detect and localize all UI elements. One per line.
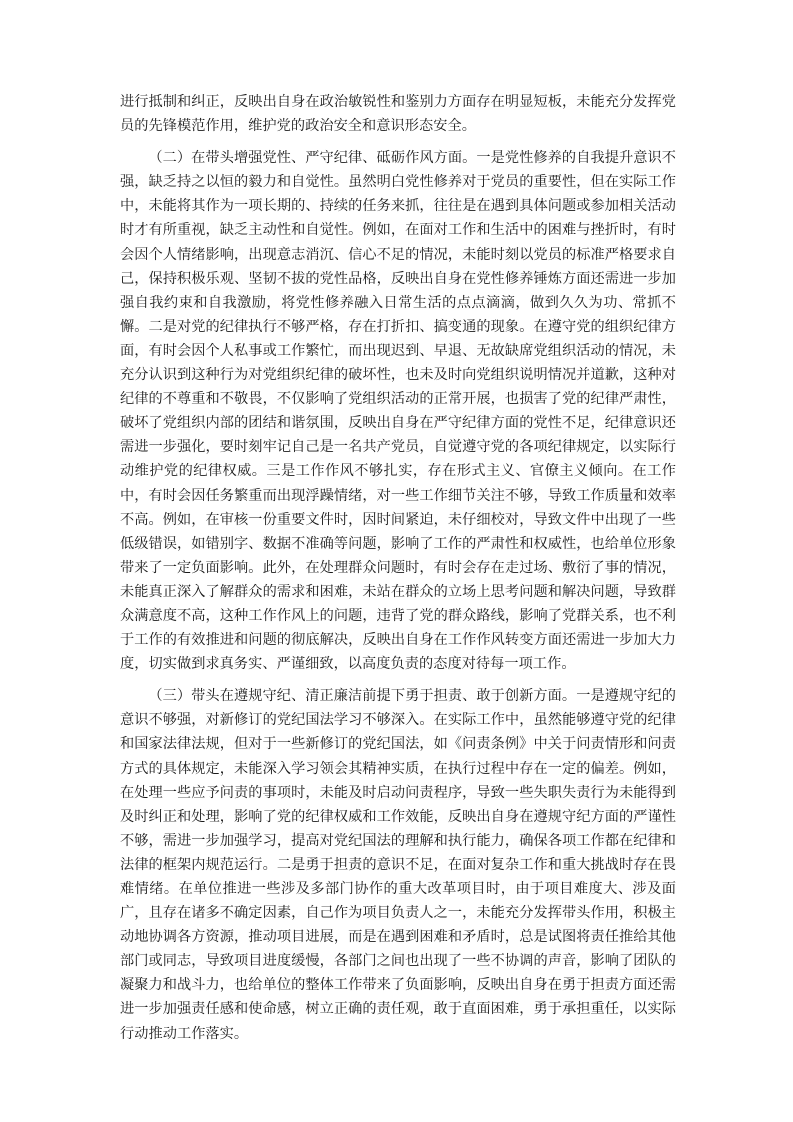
paragraph-gap (120, 138, 676, 146)
paragraph-continuation: 进行抵制和纠正，反映出自身在政治敏锐性和鉴别力方面存在明显短板，未能充分发挥党员的先锋模范作用，维护党的政治安全和意识形态安全。 (120, 94, 676, 135)
paragraph-section-three: （三）带头在遵规守纪、清正廉洁前提下勇于担责、敢于创新方面。一是遵规守纪的意识不够强，对新修订的党纪国法学习不够深入。在实际工作中，虽然能够遵守党的纪律和国家法律法规，但对于一些新修订的党纪国法，如《问责条例》中关于问责情形和问责方式的具体规定，未能深入学习领会其精神实质，在执行过程中存在一定的偏差。例如，在处理一些应予问责的事项时，未能及时启动问责程序，导致一些失职失责行为未能得到及时纠正和处理，影响了党的纪律权威和工作效能，反映出自身在遵规守纪方面的严谨性不够，需进一步加强学习，提高对党纪国法的理解和执行能力，确保各项工作都在纪律和法律的框架内规范运行。二是勇于担责的意识不足，在面对复杂工作和重大挑战时存在畏难情绪。在单位推进一些涉及多部门协作的重大改革项目时，由于项目难度大、涉及面广，且存在诸多不确定因素，自己作为项目负责人之一，未能充分发挥带头作用，积极主动地协调各方资源，推动项目进展，而是在遇到困难和矛盾时，总是试图将责任推给其他部门或同志，导致项目进度缓慢，各部门之间也出现了一些不协调的声音，影响了团队的凝聚力和战斗力，也给单位的整体工作带来了负面影响，反映出自身在勇于担责方面还需进一步加强责任感和使命感，树立正确的责任观，敢于直面困难，勇于承担重任，以实际行动推动工作落实。 (120, 688, 676, 1042)
paragraph-gap (120, 676, 676, 684)
paragraph-section-two: （二）在带头增强党性、严守纪律、砥砺作风方面。一是党性修养的自我提升意识不强，缺乏持之以恒的毅力和自觉性。虽然明白党性修养对于党员的重要性，但在实际工作中，未能将其作为一项长期的、持续的任务来抓，往往是在遇到具体问题或参加相关活动时才有所重视，缺乏主动性和自觉性。例如，在面对工作和生活中的困难与挫折时，有时会因个人情绪影响，出现意志消沉、信心不足的情况，未能时刻以党员的标准严格要求自己，保持积极乐观、坚韧不拔的党性品格，反映出自身在党性修养锤炼方面还需进一步加强自我约束和自我激励，将党性修养融入日常生活的点点滴滴，做到久久为功、常抓不懈。二是对党的纪律执行不够严格，存在打折扣、搞变通的现象。在遵守党的组织纪律方面，有时会因个人私事或工作繁忙，而出现迟到、早退、无故缺席党组织活动的情况，未充分认识到这种行为对党组织纪律的破坏性，也未及时向党组织说明情况并道歉，这种对纪律的不尊重和不敬畏，不仅影响了党组织活动的正常开展，也损害了党的纪律严肃性，破坏了党组织内部的团结和谐氛围，反映出自身在严守纪律方面的党性不足，纪律意识还需进一步强化，要时刻牢记自己是一名共产党员，自觉遵守党的各项纪律规定，以实际行动维护党的纪律权威。三是工作作风不够扎实，存在形式主义、官僚主义倾向。在工作中，有时会因任务繁重而出现浮躁情绪，对一些工作细节关注不够，导致工作质量和效率不高。例如，在审核一份重要文件时，因时间紧迫，未仔细校对，导致文件中出现了一些低级错误，如错别字、数据不准确等问题，影响了工作的严肃性和权威性，也给单位形象带来了一定负面影响。此外，在处理群众问题时，有时会存在走过场、敷衍了事的情况，未能真正深入了解群众的需求和困难，未站在群众的立场上思考问题和解决问题，导致群众满意度不高，这种工作作风上的问题，违背了党的群众路线，影响了党群关系，也不利于工作的有效推进和问题的彻底解决，反映出自身在工作作风转变方面还需进一步加大力度，切实做到求真务实、严谨细致，以高度负责的态度对待每一项工作。 (120, 150, 676, 673)
document-page (120, 90, 676, 1046)
